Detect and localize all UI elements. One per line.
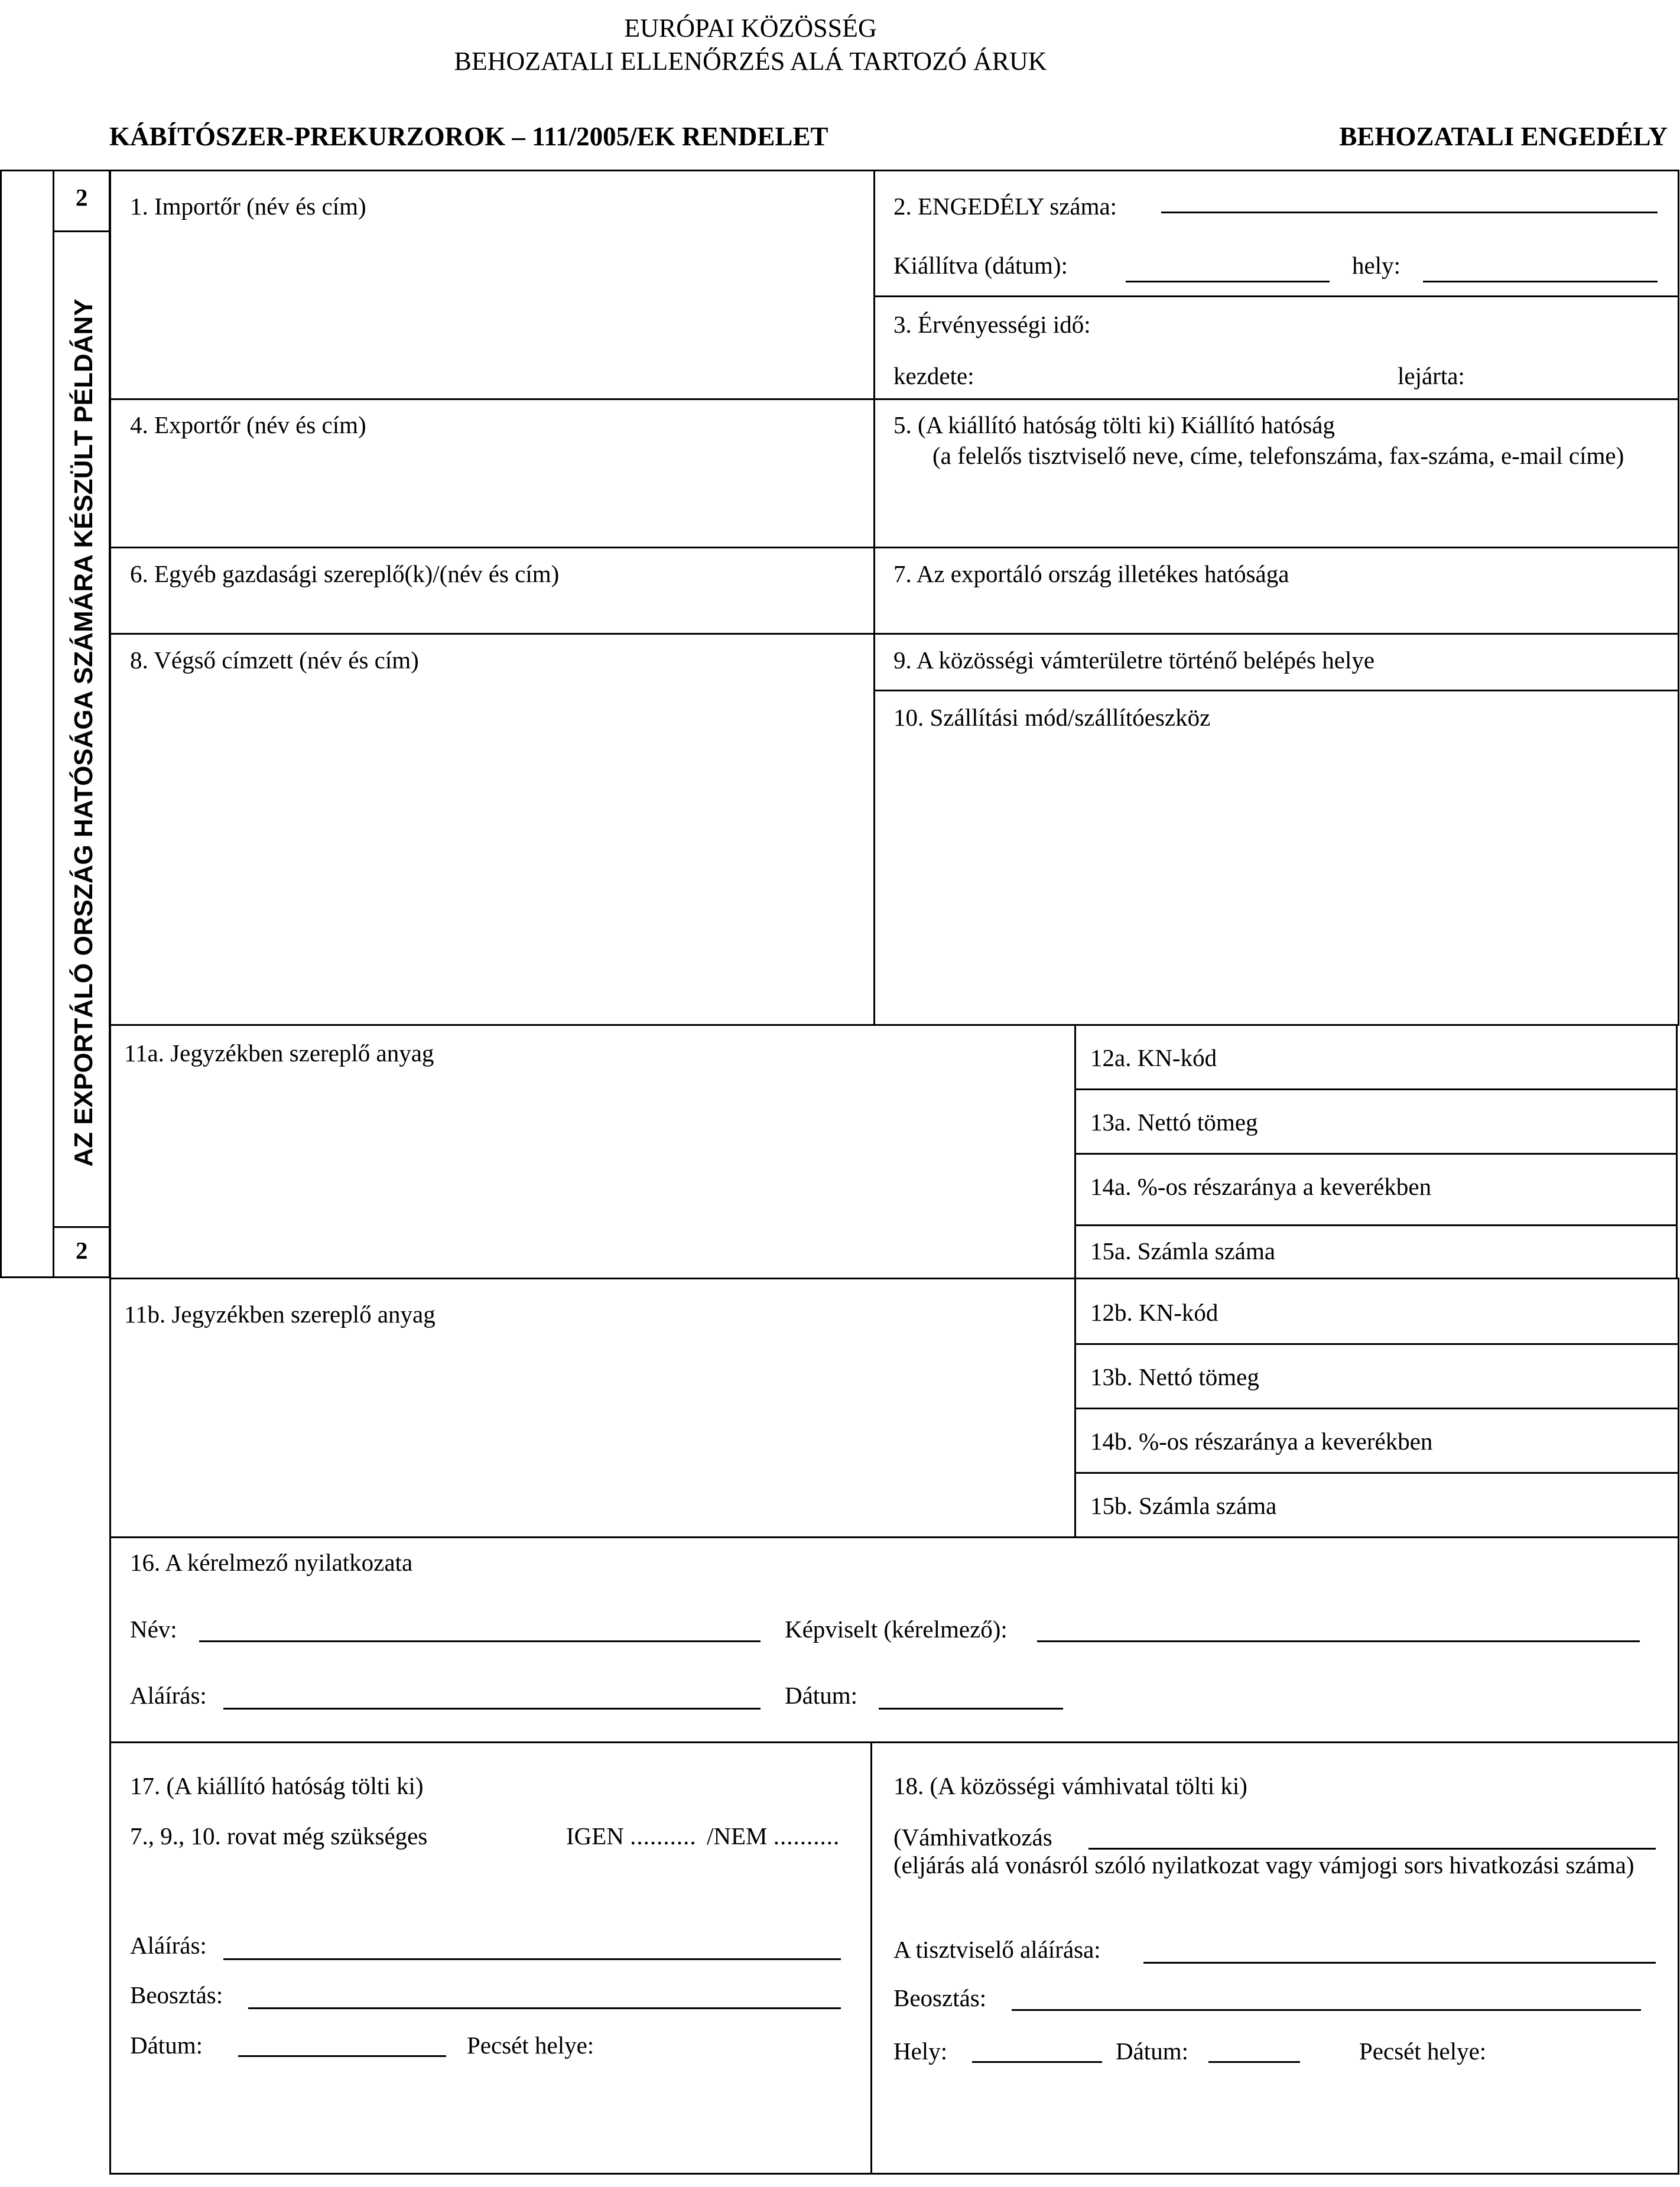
box-7-competent-authority: 7. Az exportáló ország illetékes hatósága	[893, 560, 1289, 587]
box-17-signature-label: Aláírás:	[130, 1932, 207, 1959]
box-16-represented-label: Képviselt (kérelmező):	[785, 1616, 1008, 1643]
box-4-exporter: 4. Exportőr (név és cím)	[130, 411, 366, 438]
box-12b-cn-code: 12b. KN-kód	[1090, 1299, 1218, 1326]
box-11a-substance: 11a. Jegyzékben szereplő anyag	[124, 1039, 434, 1067]
applicant-date-field[interactable]	[879, 1708, 1063, 1710]
side-strip-bottom-sep	[53, 1226, 111, 1228]
row-sep-1	[873, 295, 1679, 297]
authority-title-field[interactable]	[248, 2007, 841, 2009]
box-6-other-operators: 6. Egyéb gazdasági szereplő(k)/(név és cím)	[130, 560, 560, 587]
row-sep-2	[109, 398, 1679, 400]
issued-date-field[interactable]	[1126, 281, 1330, 282]
box-8-final-consignee: 8. Végső címzett (név és cím)	[130, 646, 419, 674]
form-top-section	[109, 170, 1679, 1026]
permit-type-heading: BEHOZATALI ENGEDÉLY	[1339, 122, 1668, 151]
yes-label: IGEN	[566, 1822, 624, 1850]
row-sep-3	[109, 547, 1679, 548]
box-14a-percentage: 14a. %-os részaránya a keverékben	[1090, 1173, 1432, 1200]
box-5-issuing-authority: 5. (A kiállító hatóság tölti ki) Kiállító hatóság	[893, 411, 1335, 438]
items-b-sep-2	[1074, 1408, 1679, 1409]
box-1-importer: 1. Importőr (név és cím)	[130, 193, 366, 220]
box-17-question: 7., 9., 10. rovat még szükséges	[130, 1822, 428, 1850]
box-16-declaration-label: 16. A kérelmező nyilatkozata	[130, 1549, 413, 1576]
copy-number-bottom: 2	[76, 1237, 88, 1264]
applicant-name-field[interactable]	[199, 1640, 761, 1642]
box-18-date-label: Dátum:	[1116, 2037, 1188, 2065]
no-label: /NEM	[707, 1822, 768, 1850]
customs-reference-field[interactable]	[1088, 1848, 1656, 1850]
official-signature-field[interactable]	[1143, 1962, 1656, 1964]
box-5-issuing-details: (a felelős tisztviselő neve, címe, telefonszáma, fax-száma, e-mail címe)	[932, 442, 1624, 469]
authority-date-field[interactable]	[238, 2055, 446, 2057]
box-18-signature-label: A tisztviselő aláírása:	[893, 1936, 1101, 1963]
bottom-divider	[870, 1741, 872, 2175]
box-9-entry-point: 9. A közösségi vámterületre történő belépés helye	[893, 646, 1375, 674]
box-17-date-label: Dátum:	[130, 2032, 203, 2059]
box-3-end-label: lejárta:	[1398, 362, 1465, 389]
official-place-field[interactable]	[972, 2061, 1102, 2063]
items-a-sep-2	[1074, 1153, 1678, 1155]
box-13b-net-mass: 13b. Nettó tömeg	[1090, 1363, 1259, 1390]
box-16-date-label: Dátum:	[785, 1682, 857, 1709]
box-12a-cn-code: 12a. KN-kód	[1090, 1044, 1217, 1071]
box-18-title-label: Beosztás:	[893, 1984, 987, 2011]
row-sep-4	[109, 633, 1679, 635]
box-16-name-label: Név:	[130, 1616, 177, 1643]
box-13a-net-mass: 13a. Nettó tömeg	[1090, 1109, 1258, 1136]
yes-dots: ..........	[630, 1822, 697, 1850]
box-18-stamp-label: Pecsét helye:	[1359, 2037, 1487, 2065]
box-17-title-label: Beosztás:	[130, 1981, 223, 2009]
authority-signature-field[interactable]	[223, 1958, 841, 1960]
issued-place-field[interactable]	[1423, 281, 1658, 282]
row-sep-5	[873, 690, 1679, 691]
box-3-start-label: kezdete:	[893, 362, 974, 389]
box-2-permit-number-label: 2. ENGEDÉLY száma:	[893, 193, 1117, 220]
box-11b-substance: 11b. Jegyzékben szereplő anyag	[124, 1301, 436, 1328]
vertical-copy-text: AZ EXPORTÁLÓ ORSZÁG HATÓSÁGA SZÁMÁRA KÉSZÜLT PÉLDÁNY	[69, 298, 98, 1167]
box-14b-percentage: 14b. %-os részaránya a keverékben	[1090, 1428, 1433, 1455]
box-17-label: 17. (A kiállító hatóság tölti ki)	[130, 1772, 424, 1799]
represented-applicant-field[interactable]	[1037, 1640, 1640, 1642]
document-title-line1: EURÓPAI KÖZÖSSÉG	[624, 14, 877, 43]
box-18-customs-note: (eljárás alá vonásról szóló nyilatkozat vagy vámjogi sors hivatkozási száma)	[893, 1851, 1634, 1879]
box-18-customs-label: (Vámhivatkozás	[893, 1824, 1052, 1851]
no-dots: ..........	[773, 1822, 840, 1850]
items-b-sep-3	[1074, 1472, 1679, 1474]
regulation-heading: KÁBÍTÓSZER-PREKURZOROK – 111/2005/EK RENDELET	[109, 122, 828, 151]
box-2-place-label: hely:	[1352, 252, 1400, 279]
box-2-issued-label: Kiállítva (dátum):	[893, 252, 1068, 279]
box-15b-invoice: 15b. Számla száma	[1090, 1492, 1277, 1519]
official-date-field[interactable]	[1208, 2061, 1300, 2063]
box-18-place-label: Hely:	[893, 2037, 948, 2065]
side-strip-divider	[53, 170, 54, 1278]
document-title-line2: BEHOZATALI ELLENŐRZÉS ALÁ TARTOZÓ ÁRUK	[454, 47, 1047, 76]
box-3-validity-label: 3. Érvényességi idő:	[893, 311, 1091, 338]
box-10-transport: 10. Szállítási mód/szállítóeszköz	[893, 704, 1211, 731]
box-17-stamp-label: Pecsét helye:	[467, 2032, 594, 2059]
items-a-sep-3	[1074, 1224, 1678, 1226]
items-a-divider	[1074, 1024, 1076, 1279]
top-section-center-divider	[873, 170, 875, 1026]
applicant-signature-field[interactable]	[223, 1708, 761, 1710]
box-15a-invoice: 15a. Számla száma	[1090, 1237, 1276, 1265]
items-a-sep-1	[1074, 1088, 1678, 1090]
side-strip-top-sep	[53, 230, 111, 232]
items-b-sep-1	[1074, 1343, 1679, 1345]
box-17-yes-option[interactable]	[566, 1822, 697, 1850]
official-title-field[interactable]	[1012, 2009, 1641, 2011]
box-17-no-option[interactable]	[707, 1822, 840, 1850]
box-18-label: 18. (A közösségi vámhivatal tölti ki)	[893, 1772, 1247, 1799]
copy-number-top: 2	[76, 184, 88, 211]
box-16-signature-label: Aláírás:	[130, 1682, 207, 1709]
permit-number-field[interactable]	[1161, 212, 1658, 213]
